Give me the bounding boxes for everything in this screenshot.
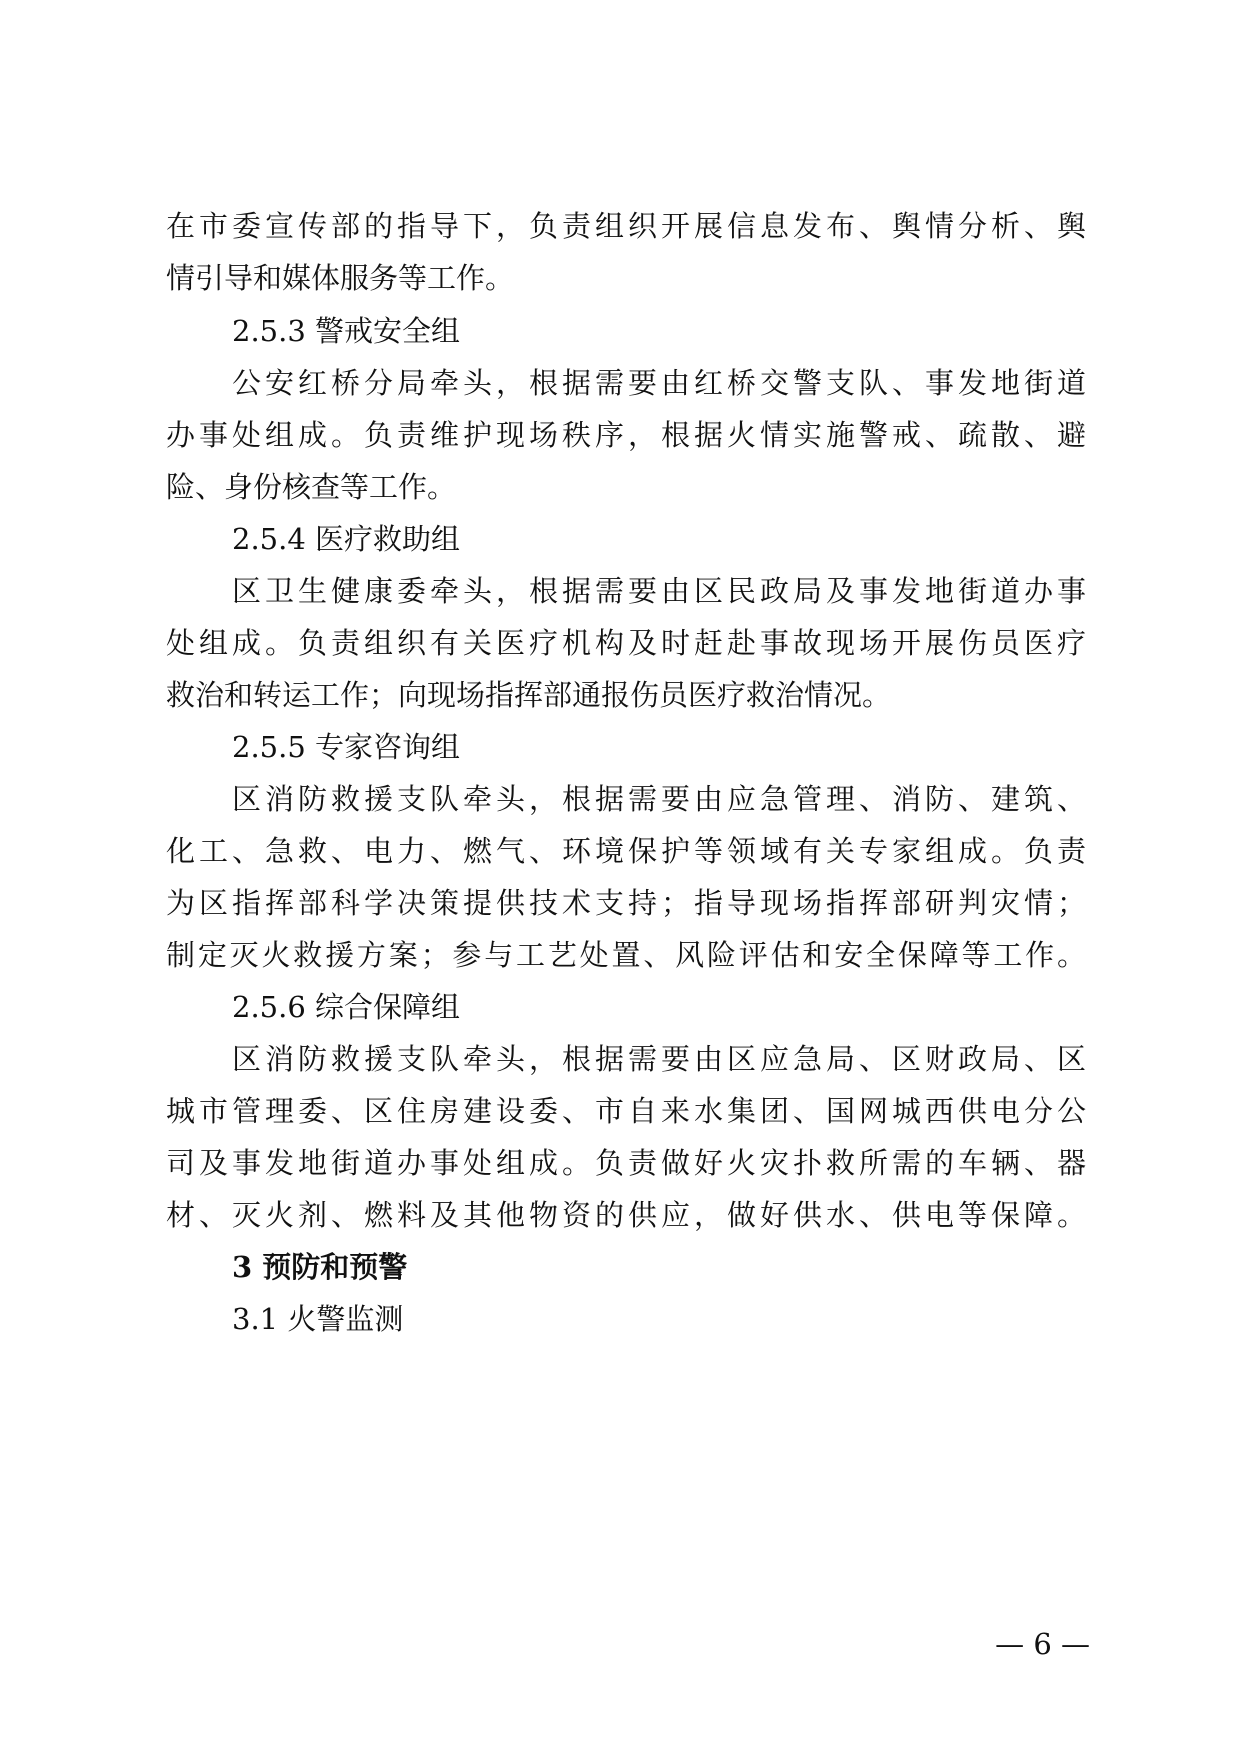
body-text-line: 情引导和媒体服务等工作。	[166, 261, 515, 295]
body-text-line: 化工、急救、电力、燃气、环境保护等领域有关专家组成。负责	[166, 834, 1086, 868]
body-text-line: 材、灭火剂、燃料及其他物资的供应，做好供水、供电等保障。	[166, 1198, 1086, 1232]
subsection-heading: 2.5.4 医疗救助组	[232, 522, 461, 556]
body-text-line: 救治和转运工作；向现场指挥部通报伤员医疗救治情况。	[166, 678, 892, 712]
body-text-line: 险、身份核查等工作。	[166, 470, 457, 504]
body-text-line: 城市管理委、区住房建设委、市自来水集团、国网城西供电分公	[166, 1094, 1086, 1128]
subsection-heading: 3.1 火警监测	[232, 1302, 404, 1336]
body-text-line: 在市委宣传部的指导下，负责组织开展信息发布、舆情分析、舆	[166, 209, 1086, 243]
body-text-line: 区消防救援支队牵头，根据需要由应急管理、消防、建筑、	[232, 782, 1086, 816]
body-text-line: 办事处组成。负责维护现场秩序，根据火情实施警戒、疏散、避	[166, 418, 1086, 452]
body-text-line: 区卫生健康委牵头，根据需要由区民政局及事发地街道办事	[232, 574, 1086, 608]
subsection-heading: 2.5.5 专家咨询组	[232, 730, 461, 764]
subsection-heading: 2.5.3 警戒安全组	[232, 314, 461, 348]
body-text-line: 为区指挥部科学决策提供技术支持；指导现场指挥部研判灾情；	[166, 886, 1086, 920]
body-text-line: 司及事发地街道办事处组成。负责做好火灾扑救所需的车辆、器	[166, 1146, 1086, 1180]
body-text-line: 公安红桥分局牵头，根据需要由红桥交警支队、事发地街道	[232, 366, 1086, 400]
body-text-line: 制定灭火救援方案；参与工艺处置、风险评估和安全保障等工作。	[166, 938, 1086, 972]
body-text-line: 区消防救援支队牵头，根据需要由区应急局、区财政局、区	[232, 1042, 1086, 1076]
body-text-line: 处组成。负责组织有关医疗机构及时赶赴事故现场开展伤员医疗	[166, 626, 1086, 660]
page-number: — 6 —	[995, 1627, 1090, 1661]
subsection-heading: 2.5.6 综合保障组	[232, 990, 461, 1024]
section-heading: 3 预防和预警	[232, 1250, 408, 1284]
